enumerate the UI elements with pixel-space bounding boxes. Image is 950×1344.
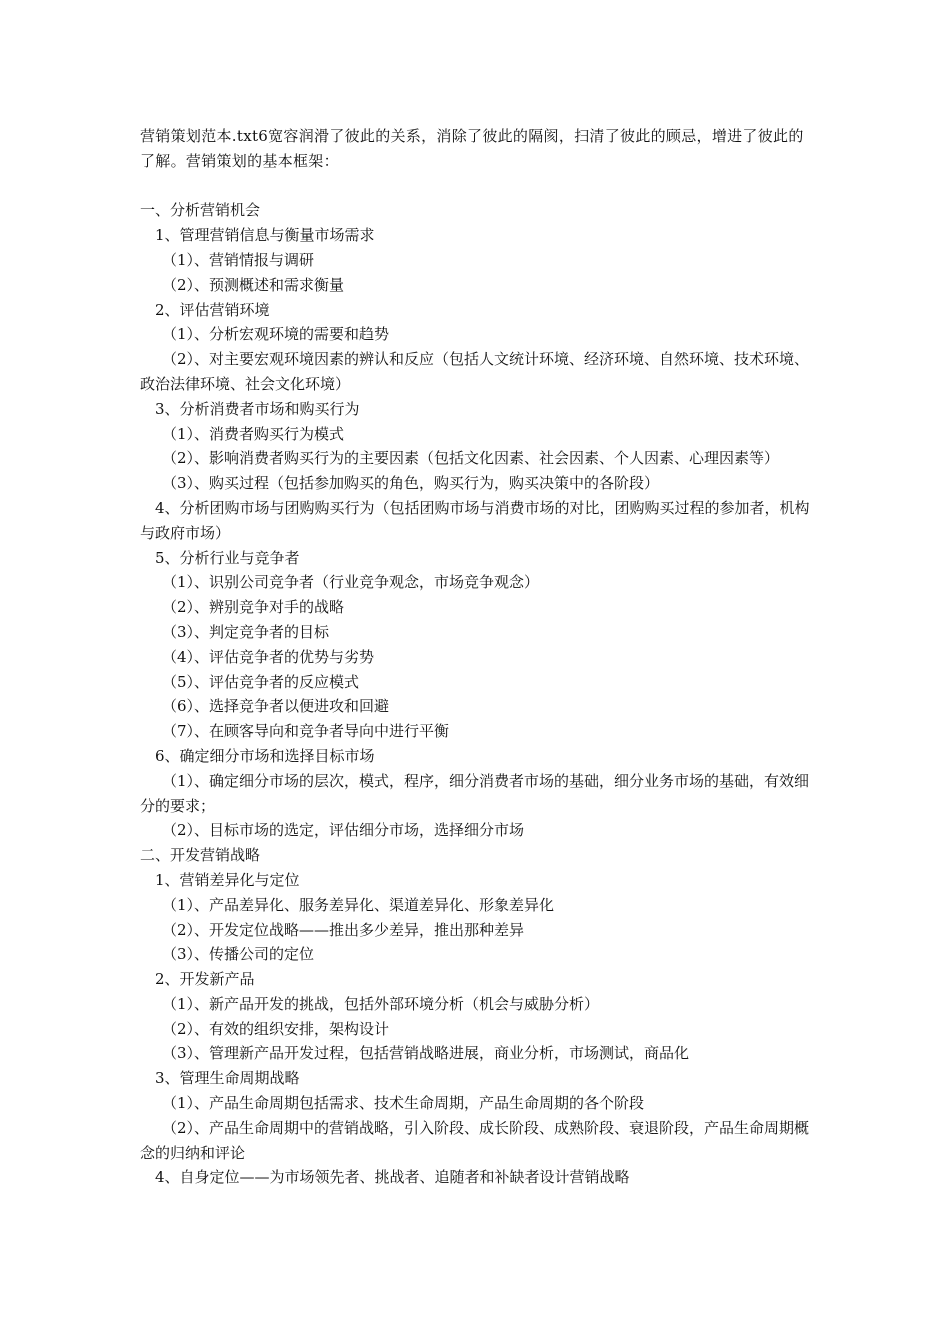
- list-item: （3）、购买过程（包括参加购买的角色，购买行为，购买决策中的各阶段）: [162, 474, 660, 493]
- list-item: （1）、营销情报与调研: [162, 250, 315, 269]
- subsection-heading: 5、分析行业与竞争者: [155, 548, 300, 567]
- list-item: （1）、产品差异化、服务差异化、渠道差异化、形象差异化: [162, 895, 555, 914]
- list-item: （2）、开发定位战略——推出多少差异，推出那种差异: [162, 920, 525, 939]
- list-item: （6）、选择竞争者以便进攻和回避: [162, 697, 390, 716]
- list-item: （3）、传播公司的定位: [162, 945, 315, 964]
- subsection-heading: 6、确定细分市场和选择目标市场: [155, 746, 375, 765]
- list-item: （1）、产品生命周期包括需求、技术生命周期，产品生命周期的各个阶段: [162, 1094, 645, 1113]
- subsection-heading: 1、管理营销信息与衡量市场需求: [155, 226, 375, 245]
- list-item: （2）、目标市场的选定，评估细分市场，选择细分市场: [162, 821, 525, 840]
- list-item: （1）、识别公司竞争者（行业竞争观念，市场竞争观念）: [162, 573, 540, 592]
- section-heading: 一、分析营销机会: [140, 201, 261, 220]
- list-item: （1）、消费者购买行为模式: [162, 424, 345, 443]
- list-item: （3）、判定竞争者的目标: [162, 622, 330, 641]
- list-item: （1）、新产品开发的挑战，包括外部环境分析（机会与威胁分析）: [162, 994, 600, 1013]
- list-item: （3）、管理新产品开发过程，包括营销战略进展，商业分析，市场测试，商品化: [162, 1044, 690, 1063]
- list-item: （2）、对主要宏观环境因素的辨认和反应（包括人文统计环境、经济环境、自然环境、技术环境、政治法律环境、社会文化环境）: [140, 350, 810, 393]
- list-item: （5）、评估竞争者的反应模式: [162, 672, 360, 691]
- subsection-heading: 2、开发新产品: [155, 970, 255, 989]
- subsection-heading: 1、营销差异化与定位: [155, 870, 300, 889]
- list-item: （2）、有效的组织安排，架构设计: [162, 1019, 390, 1038]
- subsection-heading: 4、自身定位——为市场领先者、挑战者、追随者和补缺者设计营销战略: [155, 1168, 630, 1187]
- list-item: （4）、评估竞争者的优势与劣势: [162, 647, 375, 666]
- list-item: （2）、预测概述和需求衡量: [162, 275, 345, 294]
- subsection-heading: 3、管理生命周期战略: [155, 1069, 300, 1088]
- list-item: （2）、辨别竞争对手的战略: [162, 598, 345, 617]
- document-body: [140, 124, 812, 1190]
- list-item: （1）、确定细分市场的层次，模式，程序，细分消费者市场的基础，细分业务市场的基础，有效细分的要求；: [140, 771, 810, 815]
- subsection-heading: 4、分析团购市场与团购购买行为（包括团购市场与消费市场的对比，团购购买过程的参加者，机构与政府市场）: [140, 498, 810, 542]
- list-item: （1）、分析宏观环境的需要和趋势: [162, 325, 390, 344]
- subsection-heading: 3、分析消费者市场和购买行为: [155, 399, 360, 418]
- list-item: （7）、在顾客导向和竞争者导向中进行平衡: [162, 722, 450, 741]
- blank-line: [140, 174, 812, 199]
- section-heading: 二、开发营销战略: [140, 846, 261, 865]
- list-item: （2）、影响消费者购买行为的主要因素（包括文化因素、社会因素、个人因素、心理因素等）: [162, 449, 780, 468]
- intro-paragraph: 营销策划范本.txt6宽容润滑了彼此的关系，消除了彼此的隔阂，扫清了彼此的顾忌，增进了彼此的了解。营销策划的基本框架：: [140, 127, 804, 170]
- list-item: （2）、产品生命周期中的营销战略，引入阶段、成长阶段、成熟阶段、衰退阶段，产品生命周期概念的归纳和评论: [140, 1118, 810, 1162]
- subsection-heading: 2、评估营销环境: [155, 300, 270, 319]
